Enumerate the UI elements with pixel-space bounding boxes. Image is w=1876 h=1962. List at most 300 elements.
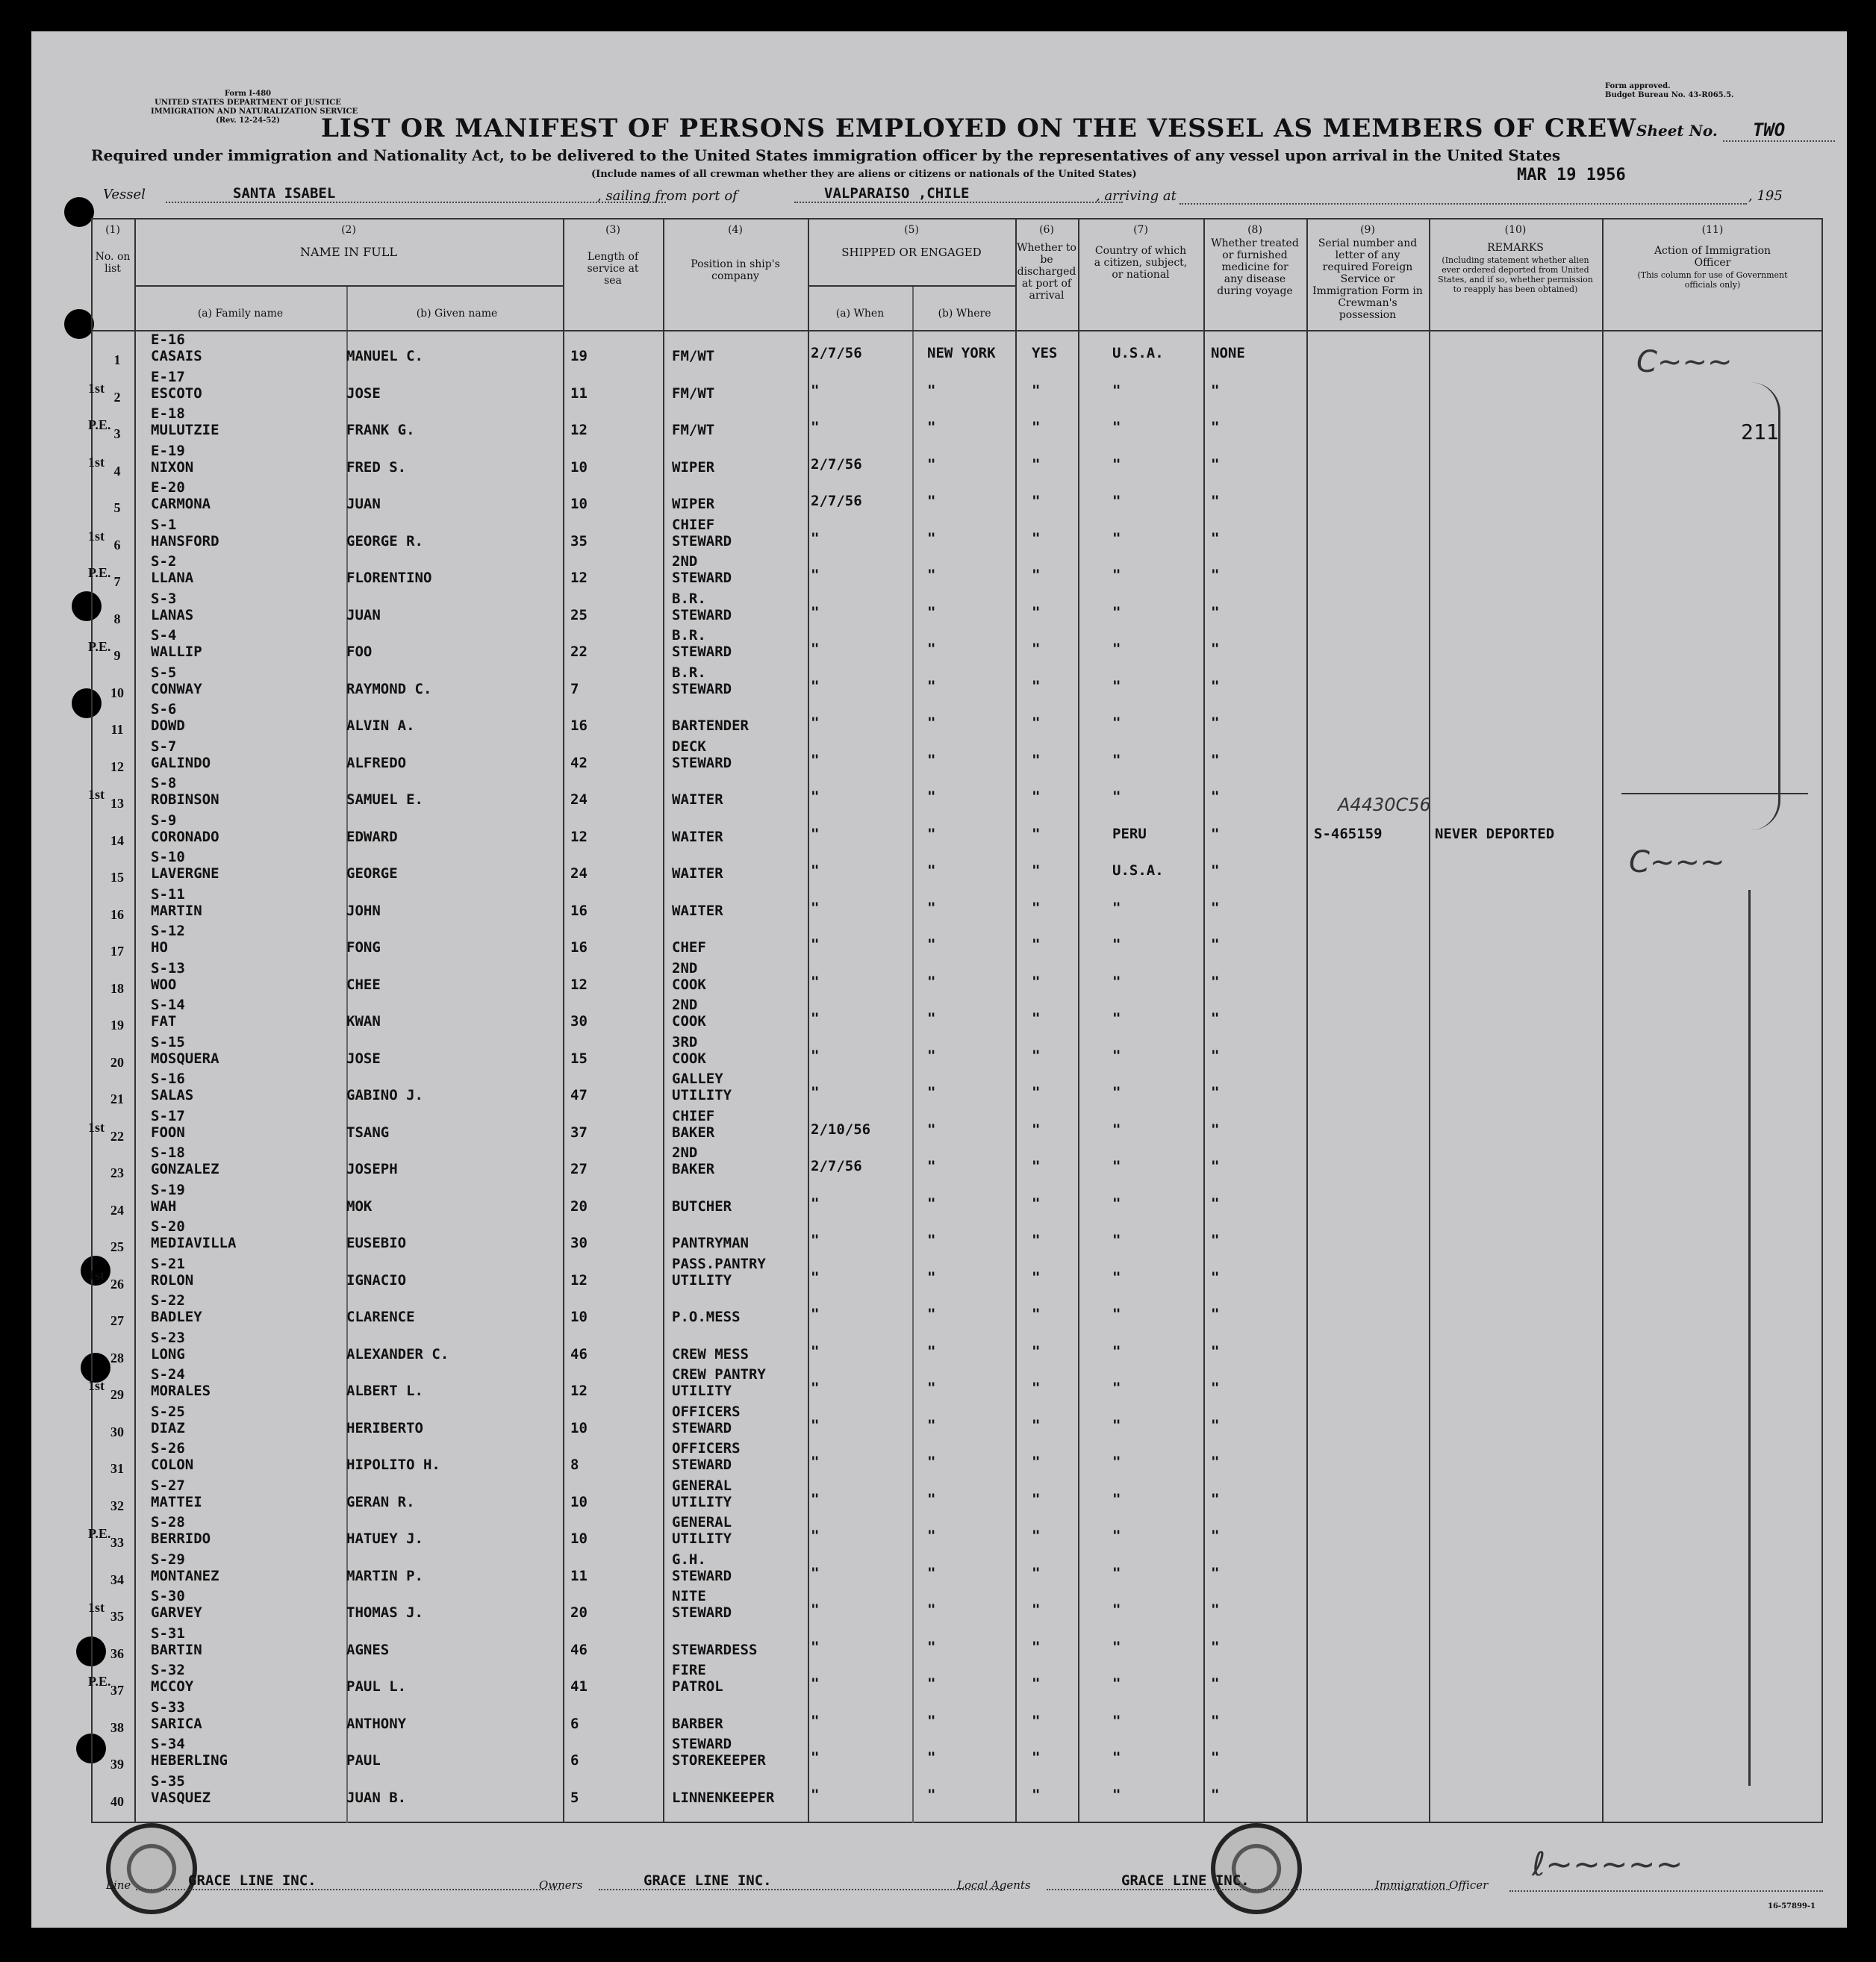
- officer-label: Immigration Officer: [1375, 1878, 1489, 1892]
- col-11-header: Action of Immigration Officer: [1654, 245, 1771, 269]
- cell-disch: ": [1032, 603, 1041, 620]
- cell-disch: ": [1032, 1342, 1041, 1360]
- cell-length: 10: [570, 1309, 588, 1325]
- cell-no: 26: [110, 1276, 124, 1292]
- table-row: [31, 1660, 1847, 1698]
- cell-no: 3: [113, 426, 121, 441]
- cell-when: ": [811, 1749, 820, 1766]
- cell-disease: ": [1211, 1232, 1220, 1248]
- cell-pos2: PATROL: [672, 1678, 723, 1695]
- cell-pos2: STEWARD: [672, 1604, 732, 1621]
- cell-code: S-13: [151, 959, 185, 977]
- cell-no: 4: [113, 463, 121, 479]
- table-row: [31, 921, 1847, 959]
- date-stamp: MAR 19 1956: [1517, 166, 1626, 184]
- cell-given: SAMUEL E.: [346, 791, 423, 808]
- cell-disch: ": [1032, 1675, 1041, 1692]
- cell-family: MOSQUERA: [151, 1050, 219, 1067]
- crew-rows: [31, 330, 1847, 1823]
- department: UNITED STATES DEPARTMENT OF JUSTICE: [155, 99, 341, 107]
- cell-disch: ": [1032, 419, 1041, 435]
- print-code: 16-57899-1: [1768, 1902, 1816, 1910]
- cell-code: S-14: [151, 997, 185, 1013]
- cell-pos1: 2ND: [672, 997, 698, 1013]
- table-row: [31, 367, 1847, 405]
- cell-family: LANAS: [151, 606, 194, 623]
- cell-code: S-22: [151, 1292, 185, 1309]
- cell-disch: ": [1032, 1749, 1041, 1766]
- col-4-number: (4): [728, 224, 743, 236]
- table-row: [31, 995, 1847, 1033]
- cell-disch: ": [1032, 1232, 1041, 1248]
- cell-given: ALFREDO: [346, 754, 407, 771]
- cell-when: ": [811, 603, 820, 620]
- cell-pos2: STEWARD: [672, 606, 732, 623]
- cell-family: MCCOY: [151, 1678, 194, 1695]
- table-row: [31, 404, 1847, 441]
- cell-disch: ": [1032, 862, 1041, 879]
- cell-given: HERIBERTO: [346, 1419, 423, 1436]
- cell-disch: ": [1032, 1380, 1041, 1396]
- cell-country: ": [1112, 1638, 1121, 1655]
- cell-length: 12: [570, 976, 588, 993]
- bracket-line: [1704, 382, 1780, 830]
- cell-where: ": [927, 529, 936, 546]
- cell-pos2: WIPER: [672, 458, 715, 476]
- cell-code: E-16: [151, 331, 185, 348]
- cell-where: ": [927, 1342, 936, 1360]
- cell-country: ": [1112, 455, 1121, 473]
- cell-family: CARMONA: [151, 496, 211, 512]
- cell-code: S-17: [151, 1107, 185, 1124]
- cell-where: ": [927, 677, 936, 694]
- table-row: [31, 552, 1847, 589]
- col-1-header: No. on list: [95, 251, 131, 275]
- cell-code: S-8: [151, 775, 177, 791]
- col-2a-header: (a) Family name: [197, 308, 284, 320]
- cell-length: 41: [570, 1678, 588, 1695]
- table-row: [31, 1106, 1847, 1144]
- cell-disch: ": [1032, 1047, 1041, 1064]
- cell-code: S-33: [151, 1698, 185, 1716]
- cell-no: 23: [110, 1165, 124, 1180]
- cell-where: ": [927, 1749, 936, 1766]
- cell-family: ESCOTO: [151, 384, 202, 402]
- cell-where: ": [927, 825, 936, 842]
- cell-disease: ": [1211, 1268, 1220, 1286]
- agents-value: GRACE LINE INC.: [1047, 1872, 1450, 1890]
- cell-disch: ": [1032, 751, 1041, 768]
- col-6-header: Whether to be discharged at port of arrival: [1017, 242, 1076, 302]
- cell-disch: ": [1032, 1786, 1041, 1803]
- cell-disch: ": [1032, 567, 1041, 583]
- col-4-header: Position in ship's company: [691, 258, 780, 282]
- cell-pos2: STEWARD: [672, 1567, 732, 1584]
- table-row: [31, 1069, 1847, 1106]
- table-row: [31, 700, 1847, 737]
- cell-family: SALAS: [151, 1087, 194, 1103]
- cell-length: 16: [570, 939, 588, 956]
- col-11-number: (11): [1701, 224, 1724, 236]
- cell-given: JUAN: [346, 606, 381, 623]
- sailing-label: , sailing from port of: [597, 188, 738, 204]
- cell-where: ": [927, 1564, 936, 1581]
- cell-where: ": [927, 1416, 936, 1433]
- cell-family: BERRIDO: [151, 1530, 211, 1547]
- owners-value: GRACE LINE INC.: [599, 1872, 1002, 1890]
- table-row: [31, 811, 1847, 848]
- cell-no: 19: [110, 1018, 124, 1033]
- cell-note: 1st: [88, 454, 105, 470]
- vessel-name: SANTA ISABEL: [166, 185, 666, 203]
- cell-pos2: BUTCHER: [672, 1198, 732, 1215]
- cell-disch: ": [1032, 973, 1041, 990]
- cell-length: 15: [570, 1050, 588, 1067]
- cell-country: U.S.A.: [1112, 345, 1164, 361]
- cell-no: 1: [113, 352, 121, 367]
- cell-no: 33: [110, 1535, 124, 1550]
- cell-pos2: UTILITY: [672, 1493, 732, 1510]
- cell-when: ": [811, 825, 820, 842]
- cell-no: 13: [110, 796, 124, 811]
- budget-bureau: Budget Bureau No. 43-R065.5.: [1605, 91, 1734, 99]
- cell-no: 18: [110, 980, 124, 996]
- cell-when: ": [811, 1342, 820, 1360]
- cell-pos2: STEWARD: [672, 570, 732, 586]
- cell-length: 6: [570, 1752, 579, 1769]
- cell-disch: ": [1032, 1158, 1041, 1174]
- cell-disch: ": [1032, 1564, 1041, 1581]
- cell-family: MORALES: [151, 1383, 211, 1399]
- cell-given: FONG: [346, 939, 381, 956]
- cell-note: 1st: [88, 528, 105, 544]
- cell-code: S-28: [151, 1514, 185, 1530]
- include-note: (Include names of all crewman whether they are aliens or citizens or nationals of the United States): [591, 169, 1137, 180]
- cell-when: ": [811, 1490, 820, 1507]
- cell-disch: ": [1032, 382, 1041, 399]
- cell-where: ": [927, 1638, 936, 1655]
- cell-pos1: G.H.: [672, 1551, 706, 1568]
- cell-given: THOMAS J.: [346, 1604, 423, 1621]
- form-approved: Form approved.: [1605, 82, 1671, 90]
- col-9-number: (9): [1360, 224, 1375, 236]
- cell-length: 10: [570, 458, 588, 476]
- cell-no: 2: [113, 389, 121, 405]
- cell-length: 11: [570, 1567, 588, 1584]
- cell-given: MARTIN P.: [346, 1567, 423, 1584]
- cell-disch: ": [1032, 714, 1041, 731]
- cell-family: MATTEI: [151, 1493, 202, 1510]
- table-row: [31, 1254, 1847, 1292]
- table-row: [31, 1402, 1847, 1439]
- cell-disease: ": [1211, 862, 1220, 879]
- cell-no: 15: [110, 870, 124, 885]
- col-8-number: (8): [1247, 224, 1262, 236]
- cell-where: ": [927, 419, 936, 435]
- cell-length: 24: [570, 791, 588, 808]
- cell-pos1: B.R.: [672, 590, 706, 607]
- cell-code: S-26: [151, 1440, 185, 1457]
- cell-family: WAH: [151, 1198, 177, 1215]
- cell-given: FLORENTINO: [346, 570, 432, 586]
- cell-note: 1st: [88, 1600, 105, 1615]
- cell-pos2: COOK: [672, 976, 706, 993]
- table-row: [31, 1476, 1847, 1513]
- cell-no: 27: [110, 1313, 124, 1328]
- cell-when: ": [811, 936, 820, 953]
- cell-family: DOWD: [151, 717, 185, 734]
- cell-country: ": [1112, 1601, 1121, 1618]
- cell-code: S-6: [151, 701, 177, 717]
- cell-length: 12: [570, 570, 588, 586]
- cell-when: 2/10/56: [811, 1121, 871, 1138]
- cell-given: PAUL: [346, 1752, 381, 1769]
- cell-pos2: FM/WT: [672, 422, 715, 438]
- cell-disease: ": [1211, 1601, 1220, 1618]
- cell-given: FRANK G.: [346, 422, 415, 438]
- cell-length: 12: [570, 1383, 588, 1399]
- col-5b-header: (b) Where: [938, 308, 991, 320]
- punch-hole: [64, 197, 94, 227]
- cell-when: ": [811, 382, 820, 399]
- cell-pos2: COOK: [672, 1050, 706, 1067]
- cell-disch: ": [1032, 529, 1041, 546]
- cell-disease: ": [1211, 1380, 1220, 1396]
- table-row: [31, 885, 1847, 922]
- cell-when: ": [811, 1010, 820, 1027]
- cell-pos2: WIPER: [672, 496, 715, 512]
- cell-pos2: WAITER: [672, 865, 723, 882]
- cell-length: 30: [570, 1013, 588, 1030]
- cell-disch: ": [1032, 1268, 1041, 1286]
- cell-no: 39: [110, 1757, 124, 1772]
- cell-note: 1st: [88, 1267, 105, 1283]
- cell-disease: ": [1211, 1786, 1220, 1803]
- cell-where: NEW YORK: [927, 345, 996, 361]
- cell-length: 8: [570, 1457, 579, 1473]
- cell-pos1: 3RD: [672, 1033, 698, 1050]
- cell-length: 20: [570, 1198, 588, 1215]
- cell-no: 32: [110, 1498, 124, 1513]
- cell-disease: ": [1211, 641, 1220, 657]
- cell-country: ": [1112, 419, 1121, 435]
- cell-country: ": [1112, 1712, 1121, 1729]
- cell-pos2: BARTENDER: [672, 717, 749, 734]
- cell-disease: ": [1211, 677, 1220, 694]
- table-row: [31, 1291, 1847, 1328]
- table-row: [31, 1550, 1847, 1587]
- cell-no: 30: [110, 1424, 124, 1439]
- cell-pos2: FM/WT: [672, 348, 715, 364]
- cell-disease: ": [1211, 1490, 1220, 1507]
- cell-when: ": [811, 1416, 820, 1433]
- cell-country: ": [1112, 567, 1121, 583]
- col-2-number: (2): [341, 224, 356, 236]
- cell-disease: ": [1211, 455, 1220, 473]
- port: VALPARAISO ,CHILE: [794, 185, 1123, 203]
- table-row: [31, 1698, 1847, 1735]
- cell-family: WALLIP: [151, 644, 202, 660]
- cell-country: ": [1112, 1306, 1121, 1322]
- cell-no: 21: [110, 1091, 124, 1106]
- table-row: [31, 1217, 1847, 1254]
- year-label: , 195: [1748, 188, 1783, 204]
- cell-code: S-29: [151, 1551, 185, 1568]
- cell-no: 29: [110, 1387, 124, 1402]
- cell-no: 37: [110, 1683, 124, 1698]
- cell-family: CONWAY: [151, 680, 202, 697]
- cell-pos2: STEWARD: [672, 1419, 732, 1436]
- cell-country: ": [1112, 1490, 1121, 1507]
- cell-code: S-12: [151, 923, 185, 939]
- cell-disch: ": [1032, 455, 1041, 473]
- cell-length: 6: [570, 1715, 579, 1732]
- cell-country: ": [1112, 493, 1121, 509]
- cell-disch: ": [1032, 1010, 1041, 1027]
- col-2-header: NAME IN FULL: [300, 245, 397, 259]
- cell-where: ": [927, 936, 936, 953]
- cell-disch: ": [1032, 1527, 1041, 1544]
- cell-family: LONG: [151, 1345, 185, 1362]
- cell-when: ": [811, 788, 820, 805]
- cell-where: ": [927, 1047, 936, 1064]
- cell-family: ROBINSON: [151, 791, 219, 808]
- cell-given: ALBERT L.: [346, 1383, 423, 1399]
- cell-when: ": [811, 1564, 820, 1581]
- cell-when: ": [811, 1454, 820, 1470]
- cell-length: 16: [570, 902, 588, 919]
- cell-country: U.S.A.: [1112, 862, 1164, 879]
- cell-disch: ": [1032, 1306, 1041, 1322]
- table-row: [31, 1328, 1847, 1365]
- cell-where: ": [927, 382, 936, 399]
- cell-disease: NONE: [1211, 345, 1245, 361]
- cell-family: HEBERLING: [151, 1752, 228, 1769]
- cell-pos1: FIRE: [672, 1662, 706, 1678]
- col-1-number: (1): [105, 224, 120, 236]
- cell-disease: ": [1211, 1712, 1220, 1729]
- col-11-number-hand: 211: [1741, 420, 1779, 444]
- cell-pos1: 2ND: [672, 959, 698, 977]
- officer-initials: C~~~: [1636, 345, 1733, 379]
- cell-note: 1st: [88, 1119, 105, 1135]
- cell-length: 46: [570, 1641, 588, 1658]
- cell-when: ": [811, 1786, 820, 1803]
- cell-given: ALVIN A.: [346, 717, 415, 734]
- table-row: [31, 626, 1847, 663]
- cell-country: ": [1112, 1084, 1121, 1100]
- cell-no: 20: [110, 1054, 124, 1070]
- cell-disease: ": [1211, 1010, 1220, 1027]
- cell-disch: ": [1032, 1601, 1041, 1618]
- cell-length: 22: [570, 644, 588, 660]
- cell-length: 24: [570, 865, 588, 882]
- cell-no: 38: [110, 1719, 124, 1735]
- cell-pos2: UTILITY: [672, 1087, 732, 1103]
- cell-disch: ": [1032, 1084, 1041, 1100]
- cell-code: S-30: [151, 1588, 185, 1604]
- cell-pos2: COOK: [672, 1013, 706, 1030]
- cell-given: EDWARD: [346, 828, 398, 845]
- cell-country: ": [1112, 936, 1121, 953]
- cell-length: 20: [570, 1604, 588, 1621]
- cell-pos1: B.R.: [672, 664, 706, 681]
- table-row: [31, 589, 1847, 626]
- table-row: [31, 1772, 1847, 1809]
- cell-note: P.E.: [88, 565, 111, 580]
- cell-country: ": [1112, 1232, 1121, 1248]
- cell-code: S-2: [151, 553, 177, 570]
- cell-given: MOK: [346, 1198, 373, 1215]
- cell-note: P.E.: [88, 639, 111, 654]
- cell-length: 12: [570, 422, 588, 438]
- col-10-header: REMARKS: [1487, 242, 1544, 254]
- cell-given: CHEE: [346, 976, 381, 993]
- table-row: [31, 1734, 1847, 1772]
- cell-where: ": [927, 1454, 936, 1470]
- cell-code: S-10: [151, 849, 185, 865]
- cell-pos2: BAKER: [672, 1161, 715, 1177]
- cell-where: ": [927, 1601, 936, 1618]
- cell-pos2: STEWARD: [672, 644, 732, 660]
- cell-pos1: B.R.: [672, 627, 706, 644]
- cell-no: 14: [110, 832, 124, 848]
- cell-length: 5: [570, 1789, 579, 1806]
- cell-family: MEDIAVILLA: [151, 1235, 237, 1251]
- cell-family: LLANA: [151, 570, 194, 586]
- cell-family: VASQUEZ: [151, 1789, 211, 1806]
- cell-given: ANTHONY: [346, 1715, 407, 1732]
- cell-disch: ": [1032, 1712, 1041, 1729]
- cell-pos1: STEWARD: [672, 1736, 732, 1752]
- cell-disch: ": [1032, 1638, 1041, 1655]
- cell-given: KWAN: [346, 1013, 381, 1030]
- cell-where: ": [927, 714, 936, 731]
- cell-country: ": [1112, 1380, 1121, 1396]
- table-row: [31, 1143, 1847, 1180]
- cell-code: S-34: [151, 1736, 185, 1752]
- cell-pos2: LINNENKEEPER: [672, 1789, 775, 1806]
- cell-no: 40: [110, 1793, 124, 1809]
- cell-family: MULUTZIE: [151, 422, 219, 438]
- cell-where: ": [927, 1232, 936, 1248]
- cell-code: E-17: [151, 368, 185, 385]
- cell-family: MONTANEZ: [151, 1567, 219, 1584]
- col-10-note: (Including statement whether alien ever ordered deported from United States, and if so, whether permission to reapply has been obtained): [1438, 255, 1593, 294]
- cell-no: 5: [113, 500, 121, 515]
- cell-note: P.E.: [88, 1526, 111, 1541]
- cell-given: RAYMOND C.: [346, 680, 432, 697]
- cell-length: 42: [570, 754, 588, 771]
- cell-no: 8: [113, 611, 121, 626]
- cell-country: ": [1112, 641, 1121, 657]
- cell-pos2: FM/WT: [672, 384, 715, 402]
- cell-when: ": [811, 1268, 820, 1286]
- cell-length: 19: [570, 348, 588, 364]
- table-row: [31, 1033, 1847, 1070]
- cell-disease: ": [1211, 1749, 1220, 1766]
- cell-code: S-16: [151, 1071, 185, 1087]
- cell-code: S-25: [151, 1403, 185, 1420]
- cell-when: ": [811, 641, 820, 657]
- cell-disease: ": [1211, 1047, 1220, 1064]
- cell-given: EUSEBIO: [346, 1235, 407, 1251]
- table-row: [31, 663, 1847, 700]
- cell-disease: ": [1211, 1195, 1220, 1212]
- col-6-number: (6): [1039, 224, 1054, 236]
- cell-length: 47: [570, 1087, 588, 1103]
- cell-no: 16: [110, 906, 124, 922]
